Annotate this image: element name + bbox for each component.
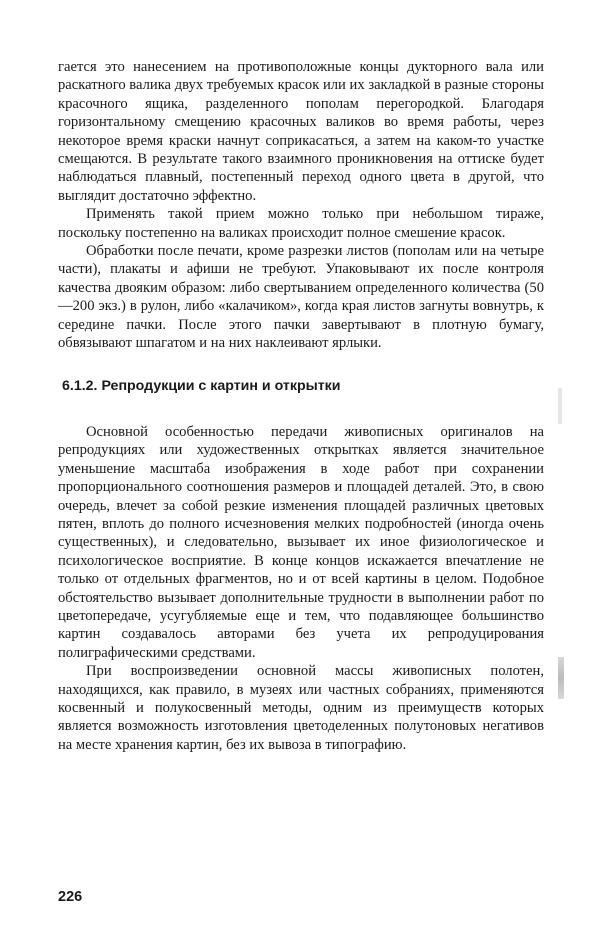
page-body	[58, 58, 544, 754]
paragraph: гается это нанесением на противоположные концы дукторного вала или раскатного валика двух требуемых красок или их закладкой в разные стороны красочного ящика, разделенного пополам перегородкой. Благодаря горизонтальному смещению красочных валиков во время работы, через некоторое время краски начнут соприкасаться, а затем на каком-то участке смещаются. В результате такого взаимного проникновения на оттиске будет наблюдаться плавный, постепенный переход одного цвета в другой, что выглядит достаточно эффектно.	[58, 59, 544, 204]
section-body	[58, 423, 544, 754]
paragraph: Основной особенностью передачи живописных оригиналов на репродукциях или художественных открытках является значительное уменьшение масштаба изображения в ходе работ при сохранении пропорционального соотношения размеров и площадей деталей. Это, в свою очередь, влечет за собой резкие изменения площадей различных цветовых пятен, вплоть до полного исчезновения мелких подробностей (иногда очень существенных), и следовательно, вызывает их иное физиологическое и психологическое восприятие. В конце концов искажается впечатление не только от отдельных фрагментов, но и от всей картины в целом. Подобное обстоятельство вызывает дополнительные трудности в выполнении работ по цветопередаче, усугубляемые еще и тем, что подавляющее большинство картин создавалось авторами без учета их репродуцирования полиграфическими средствами.	[58, 423, 544, 661]
scan-edge-shadow	[558, 657, 564, 699]
paragraph: Применять такой прием можно только при небольшом тираже, поскольку постепенно на валиках происходит полное смешение красок.	[58, 206, 544, 241]
page-number: 226	[58, 889, 83, 905]
paragraph: Обработки после печати, кроме разрезки листов (пополам или на четыре части), плакаты и афиши не требуют. Упаковывают их после контроля качества двояким образом: либо свертыванием определенного количества (50—200 экз.) в рулон, либо «калачиком», когда края листов загнуты вовнутрь, к середине пачки. После этого пачки завертывают в плотную бумагу, обвязывают шпагатом и на них наклеивают ярлыки.	[58, 243, 544, 352]
section-heading: 6.1.2. Репродукции с картин и открытки	[62, 377, 341, 394]
paragraph: При воспроизведении основной массы живописных полотен, находящихся, как правило, в музеях или частных собраниях, применяются косвенный и полукосвенный методы, одним из преимуществ которых является возможность изготовления цветоделенных полутоновых негативов на месте хранения картин, без их вывоза в типографию.	[58, 663, 544, 753]
scan-edge-shadow	[558, 388, 562, 424]
